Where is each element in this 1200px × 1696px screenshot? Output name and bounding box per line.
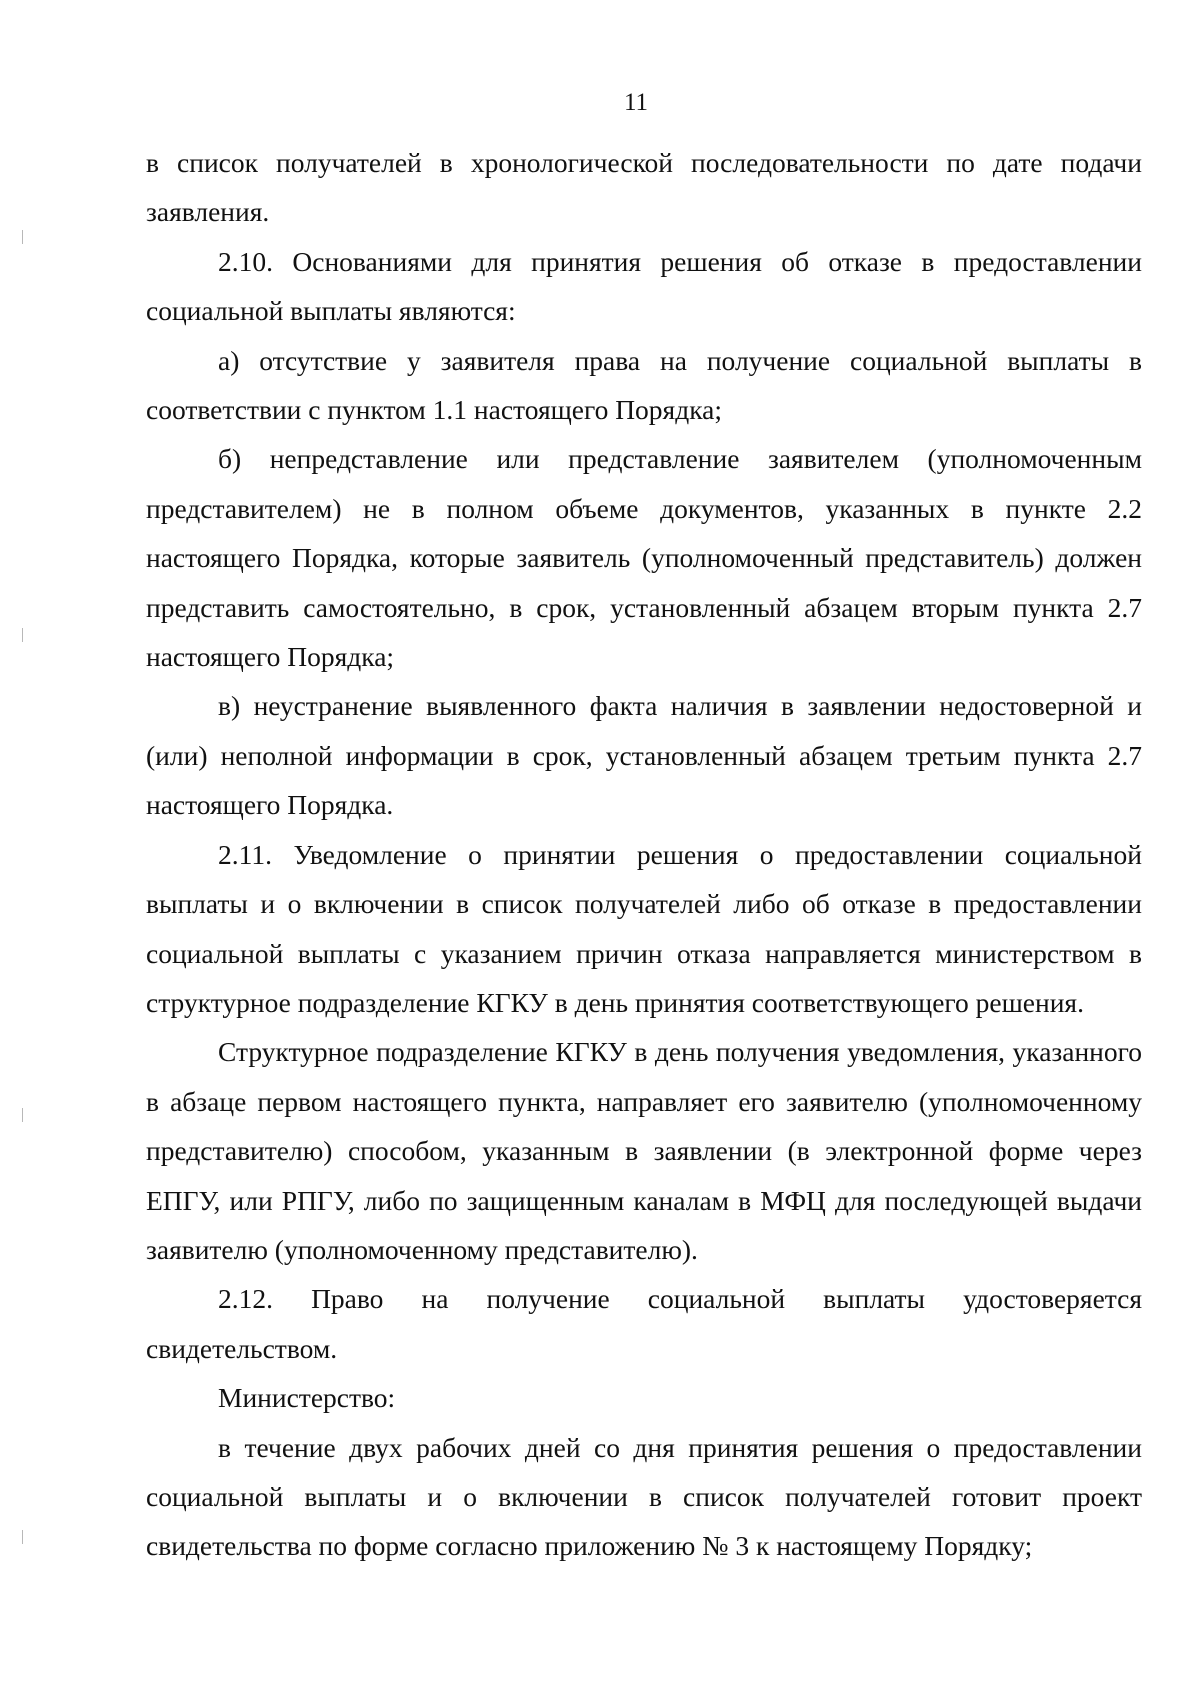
paragraph-2-12: 2.12. Право на получение социальной выплаты удостоверяется свидетельством. <box>146 1283 1142 1364</box>
margin-scan-mark <box>22 230 23 244</box>
paragraph-2-10-v: в) неустранение выявленного факта наличия в заявлении недостоверной и (или) неполной информации в срок, установленный абзацем третьим пункта 2.7 настоящего Порядка. <box>146 690 1142 821</box>
paragraph-ministry-duty: в течение двух рабочих дней со дня принятия решения о предоставлении социальной выплаты и о включении в список получателей готовит проект свидетельства по форме согласно приложению № 3 к настоящему Порядку; <box>146 1431 1142 1562</box>
paragraph-2-10-a: а) отсутствие у заявителя права на получение социальной выплаты в соответствии с пунктом 1.1 настоящего Порядка; <box>146 344 1142 426</box>
paragraph-ministry: Министерство: <box>218 1382 396 1414</box>
document-body <box>146 138 1142 1571</box>
margin-scan-mark <box>22 1108 23 1122</box>
paragraph-2-10-b: б) непредставление или представление заявителем (уполномоченным представителем) не в полном объеме документов, указанных в пункте 2.2 настоящего Порядка, которые заявитель (уполномоченный представитель) должен представить самостоятельно, в срок, установленный абзацем вторым пункта 2.7 настоящего Порядка; <box>146 443 1142 673</box>
page-number: 11 <box>623 89 649 116</box>
paragraph-2-10: 2.10. Основаниями для принятия решения об отказе в предоставлении социальной выплаты являются: <box>146 245 1142 327</box>
margin-scan-mark <box>22 628 23 642</box>
paragraph-2-11: 2.11. Уведомление о принятии решения о предоставлении социальной выплаты и о включении в список получателей либо об отказе в предоставлении социальной выплаты с указанием причин отказа направляется министерством в структурное подразделение КГКУ в день принятия соответствующего решения. <box>146 838 1142 1018</box>
margin-scan-mark <box>22 1530 23 1544</box>
paragraph-continuation: в список получателей в хронологической последовательности по дате подачи заявления. <box>146 147 1142 228</box>
paragraph-2-11-second: Структурное подразделение КГКУ в день получения уведомления, указанного в абзаце первом настоящего пункта, направляет его заявителю (уполномоченному представителю) способом, указанным в заявлении (в электронной форме через ЕПГУ, или РПГУ, либо по защищенным каналам в МФЦ для последующей выдачи заявителю (уполномоченному представителю). <box>146 1036 1142 1265</box>
